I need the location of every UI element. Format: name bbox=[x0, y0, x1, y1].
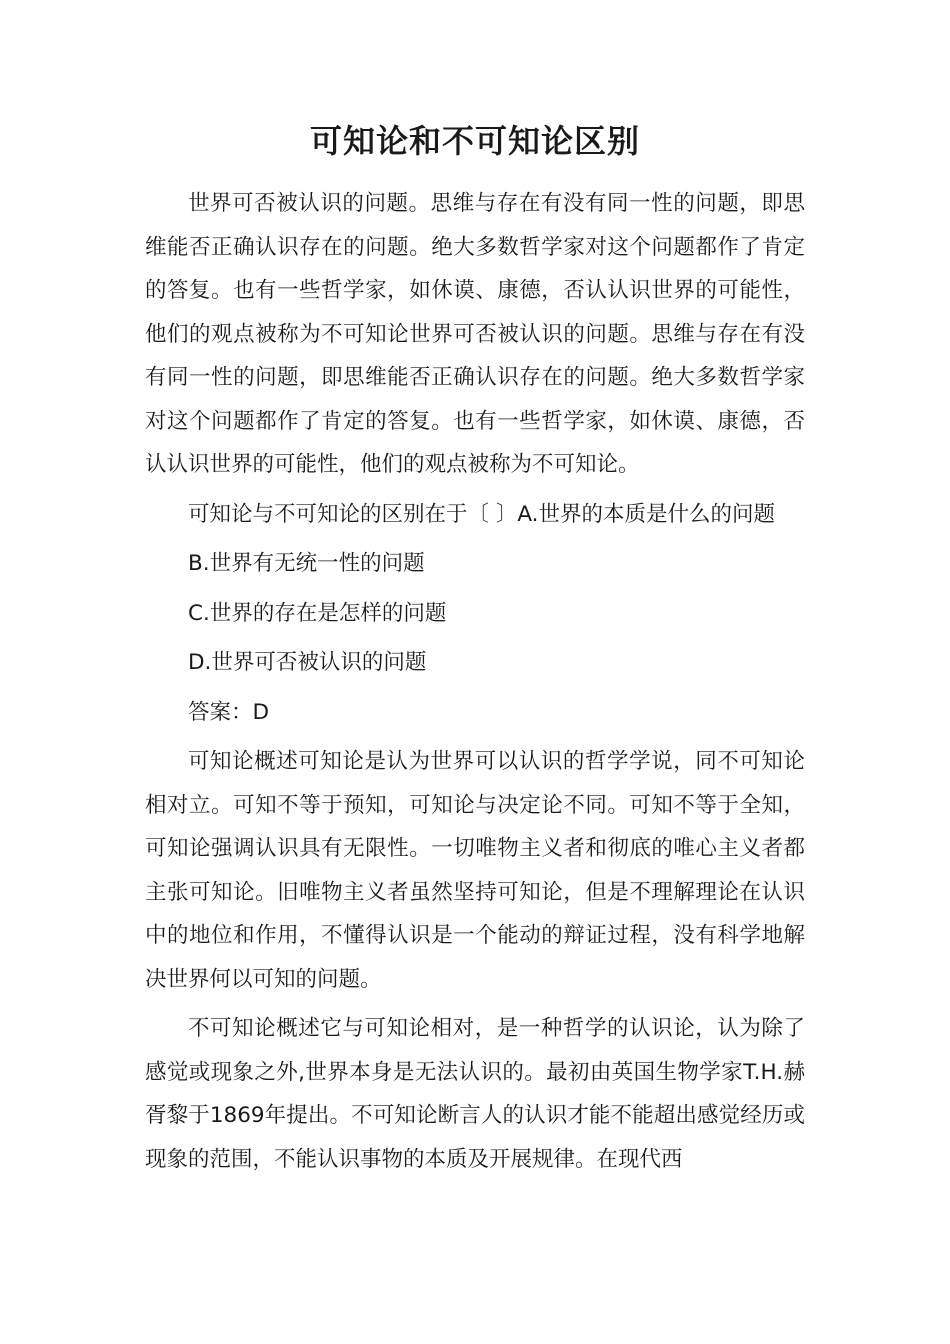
option-c: C.世界的存在是怎样的问题 bbox=[188, 600, 447, 626]
paragraph-agnosticism: 不可知论概述它与可知论相对，是一种哲学的认识论，认为除了感觉或现象之外,世界本身是无法认识的。最初由英国生物学家T.H.赫胥黎于1869年提出。不可知论断言人的认识才能不能超出感觉经历或现象的范围，不能认识事物的本质及开展规律。在现代西 bbox=[145, 1016, 805, 1172]
document-title: 可知论和不可知论区别 bbox=[309, 122, 640, 160]
answer-text: 答案：D bbox=[188, 699, 270, 725]
paragraph-intro: 世界可否被认识的问题。思维与存在有没有同一性的问题，即思维能否正确认识存在的问题。绝大多数哲学家对这个问题都作了肯定的答复。也有一些哲学家，如休谟、康德，否认认识世界的可能性，他们的观点被称为不可知论世界可否被认识的问题。思维与存在有没有同一性的问题，即思维能否正确认识存在的问题。绝大多数哲学家对这个问题都作了肯定的答复。也有一些哲学家，如休谟、康德，否认认识世界的可能性，他们的观点被称为不可知论。 bbox=[145, 191, 805, 477]
question-text: 可知论与不可知论的区别在于〔 〕A.世界的本质是什么的问题 bbox=[188, 501, 776, 527]
option-d: D.世界可否被认识的问题 bbox=[188, 650, 427, 675]
document-body bbox=[145, 182, 805, 1181]
paragraph-knowability: 可知论概述可知论是认为世界可以认识的哲学学说，同不可知论相对立。可知不等于预知，可知论与决定论不同。可知不等于全知，可知论强调认识具有无限性。一切唯物主义者和彻底的唯心主义者都主张可知论。旧唯物主义者虽然坚持可知论，但是不理解理论在认识中的地位和作用，不懂得认识是一个能动的辩证过程，没有科学地解决世界何以可知的问题。 bbox=[145, 749, 805, 992]
option-b: B.世界有无统一性的问题 bbox=[188, 551, 425, 576]
